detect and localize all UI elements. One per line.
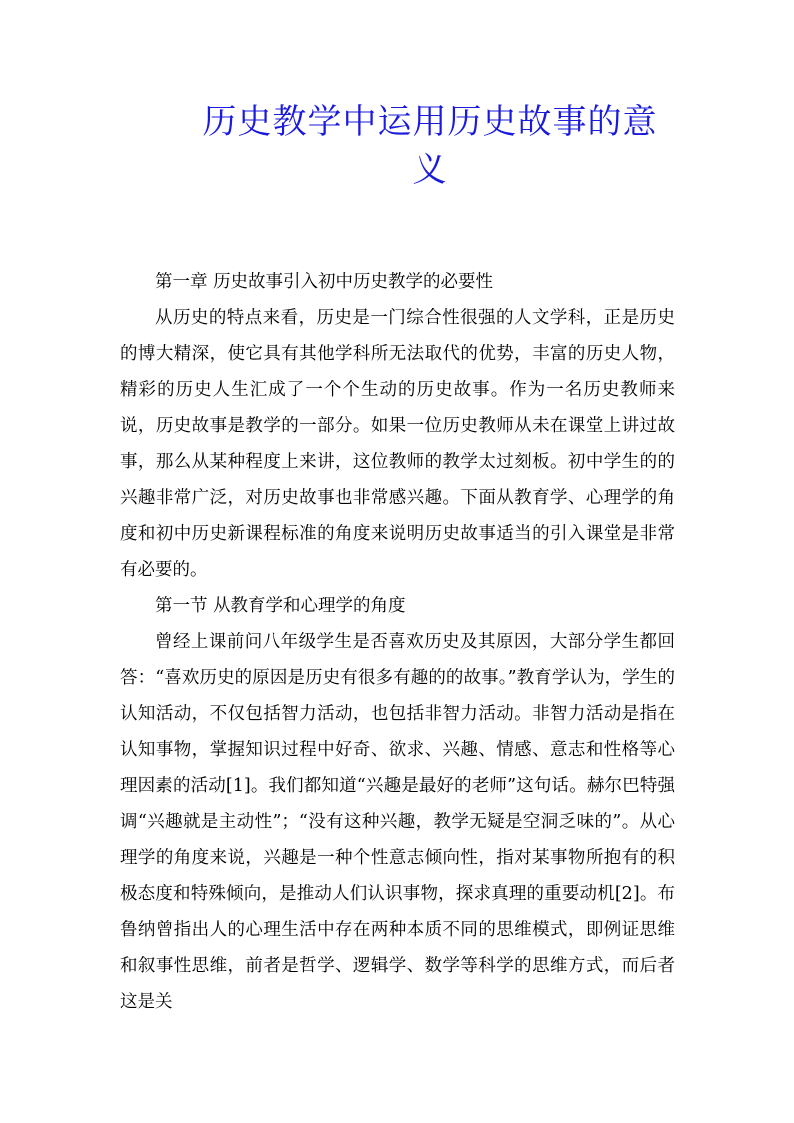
document-title: 历史教学中运用历史故事的意义 [202, 102, 658, 190]
chapter-heading: 第一章 历史故事引入初中历史教学的必要性 [155, 272, 494, 292]
document-body [120, 264, 675, 1020]
section-heading: 第一节 从教育学和心理学的角度 [155, 596, 406, 616]
paragraph: 曾经上课前问八年级学生是否喜欢历史及其原因，大部分学生都回答：“喜欢历史的原因是历史有很多有趣的的故事。”教育学认为，学生的认知活动，不仅包括智力活动，也包括非智力活动。非智力活动是指在认知事物，掌握知识过程中好奇、欲求、兴趣、情感、意志和性格等心理因素的活动[1]。我们都知道“兴趣是最好的老师”这句话。赫尔巴特强调“兴趣就是主动性”；“没有这种兴趣，教学无疑是空洞乏味的”。从心理学的角度来说，兴趣是一种个性意志倾向性，指对某事物所抱有的积极态度和特殊倾向，是推动人们认识事物，探求真理的重要动机[2]。布鲁纳曾指出人的心理生活中存在两种本质不同的思维模式，即例证思维和叙事性思维，前者是哲学、逻辑学、数学等科学的思维方式，而后者这是关 [120, 632, 675, 1012]
paragraph: 从历史的特点来看，历史是一门综合性很强的人文学科，正是历史的博大精深，使它具有其他学科所无法取代的优势，丰富的历史人物，精彩的历史人生汇成了一个个生动的历史故事。作为一名历史教师来说，历史故事是教学的一部分。如果一位历史教师从未在课堂上讲过故事，那么从某种程度上来讲，这位教师的教学太过刻板。初中学生的的兴趣非常广泛，对历史故事也非常感兴趣。下面从教育学、心理学的角度和初中历史新课程标准的角度来说明历史故事适当的引入课堂是非常有必要的。 [120, 308, 675, 580]
